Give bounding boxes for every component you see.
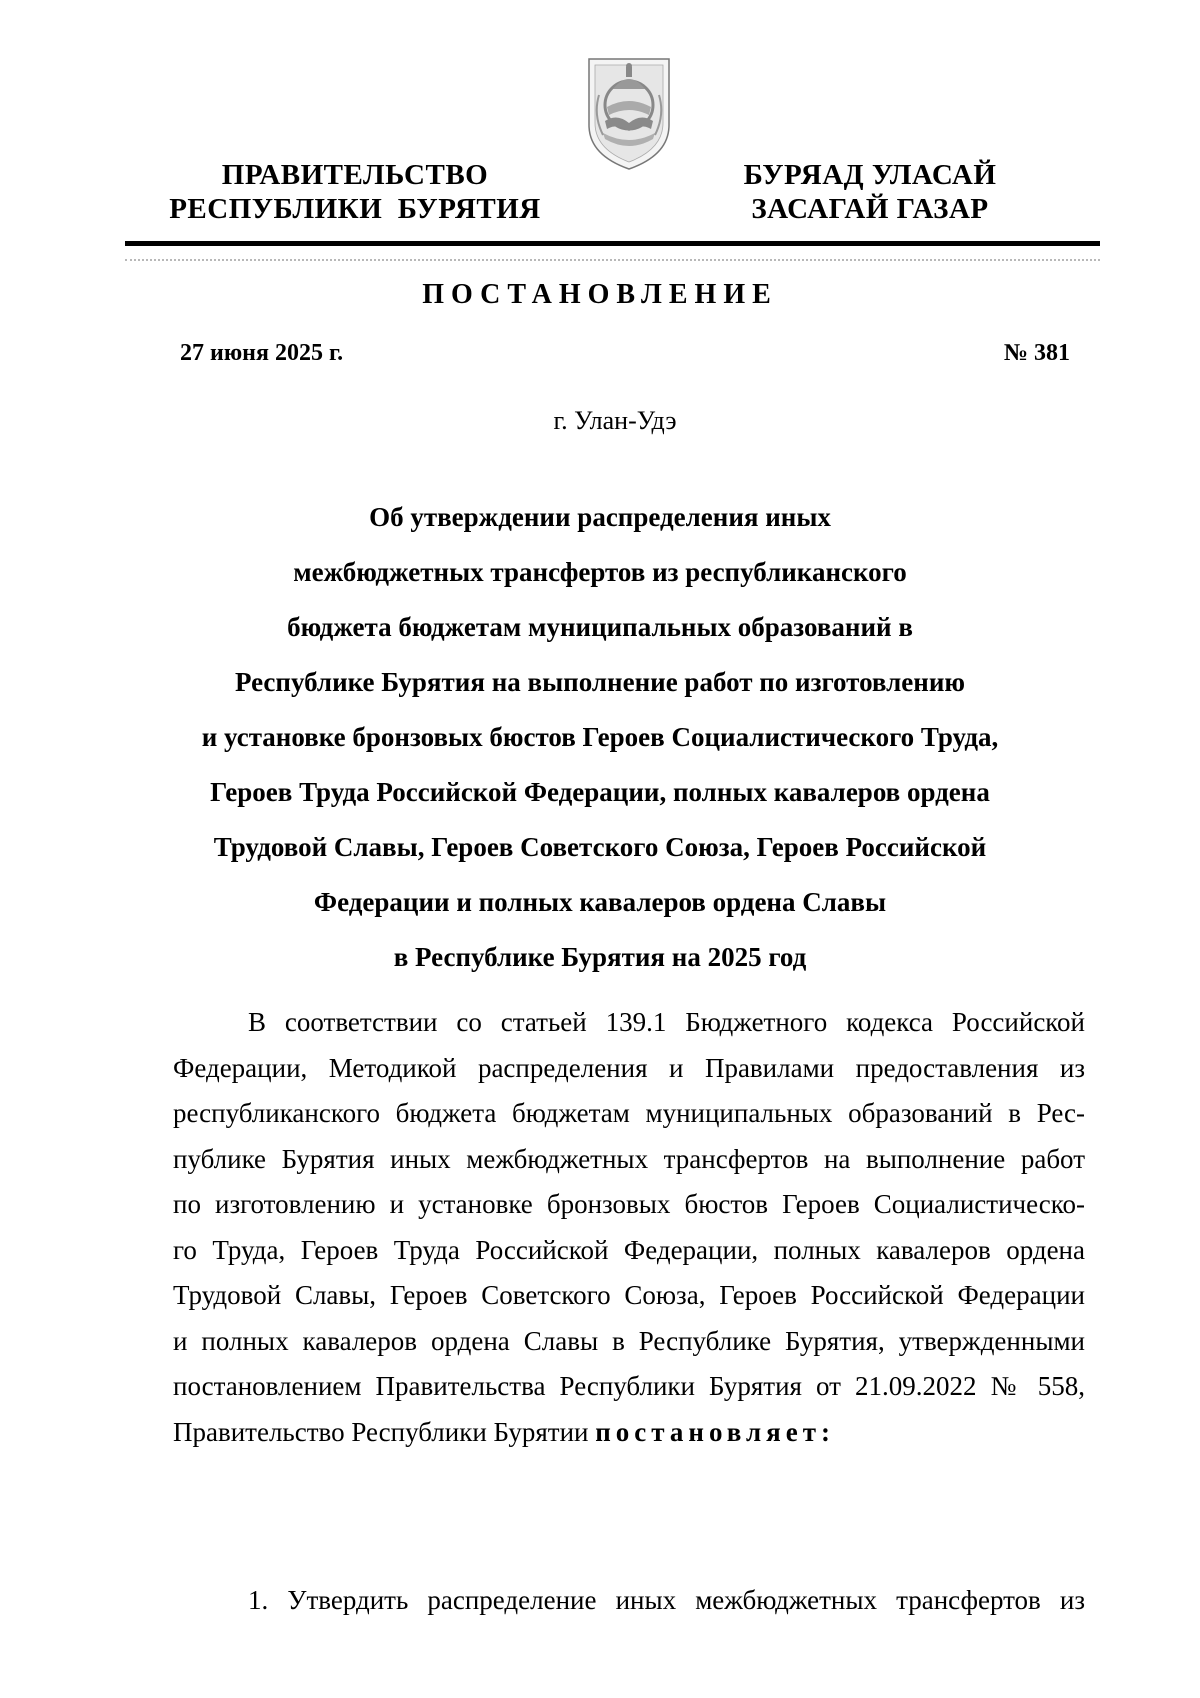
title-line: Федерации и полных кавалеров ордена Славы: [313, 887, 887, 917]
preamble-line: республиканского бюджета бюджетам муниципальных образований в Рес-: [173, 1098, 1085, 1128]
preamble-final-line: [173, 1410, 1085, 1456]
document-city: г. Улан-Удэ: [553, 406, 677, 435]
title-line: Об утверждении распределения иных: [369, 502, 831, 532]
document-number: № 381: [1003, 340, 1070, 366]
government-name-ru-line: РЕСПУБЛИКИ БУРЯТИЯ: [169, 193, 541, 225]
preamble-line: Трудовой Славы, Героев Советского Союза, Героев Российской Федерации: [173, 1280, 1085, 1310]
preamble-line: по изготовлению и установке бронзовых бюстов Героев Социалистическо-: [173, 1189, 1085, 1219]
title-line: Трудовой Славы, Героев Советского Союза, Героев Российской: [213, 832, 987, 862]
item-1-line: 1. Утвердить распределение иных межбюджетных трансфертов из: [248, 1585, 1085, 1615]
document-type: ПОСТАНОВЛЕНИЕ: [422, 279, 778, 310]
title-line: бюджета бюджетам муниципальных образований в: [287, 612, 913, 642]
header-divider-dotted: [125, 259, 1100, 261]
title-line: и установке бронзовых бюстов Героев Социалистического Труда,: [201, 722, 999, 752]
preamble-final-text: Правительство Республики Бурятии: [173, 1416, 596, 1447]
government-name-bua-line: ЗАСАГАЙ ГАЗАР: [751, 193, 989, 225]
title-line: Республике Бурятия на выполнение работ по изготовлению: [234, 667, 966, 697]
preamble-line: В соответствии со статьей 139.1 Бюджетного кодекса Российской: [248, 1007, 1085, 1037]
preamble-line: и полных кавалеров ордена Славы в Республике Бурятия, утвержденными: [173, 1325, 1085, 1356]
preamble-paragraph: [173, 1000, 1085, 1455]
header-divider: [125, 241, 1100, 246]
government-name-ru: [140, 158, 570, 226]
preamble-line: публике Бурятия иных межбюджетных трансфертов на выполнение работ: [173, 1143, 1085, 1174]
preamble-line: Федерации, Методикой распределения и Правилами предоставления из: [173, 1052, 1085, 1083]
preamble-line: постановлением Правительства Республики Бурятия от 21.09.2022 № 558,: [173, 1371, 1085, 1401]
document-date: 27 июня 2025 г.: [180, 340, 344, 366]
title-line: в Республике Бурятия на 2025 год: [393, 942, 807, 972]
government-name-ru-line: ПРАВИТЕЛЬСТВО: [221, 159, 489, 191]
preamble-line: го Труда, Героев Труда Российской Федерации, полных кавалеров ордена: [173, 1234, 1085, 1265]
title-line: Героев Труда Российской Федерации, полных кавалеров ордена: [210, 777, 990, 807]
item-1-paragraph: [173, 1578, 1085, 1624]
government-name-bua-line: БУРЯАД УЛАСАЙ: [743, 159, 997, 191]
document-title: [0, 490, 1200, 985]
title-line: межбюджетных трансфертов из республиканского: [293, 557, 907, 587]
resolves-word: постановляет:: [595, 1416, 835, 1447]
coat-of-arms-icon: [583, 55, 675, 173]
government-name-bua: [705, 158, 1035, 226]
